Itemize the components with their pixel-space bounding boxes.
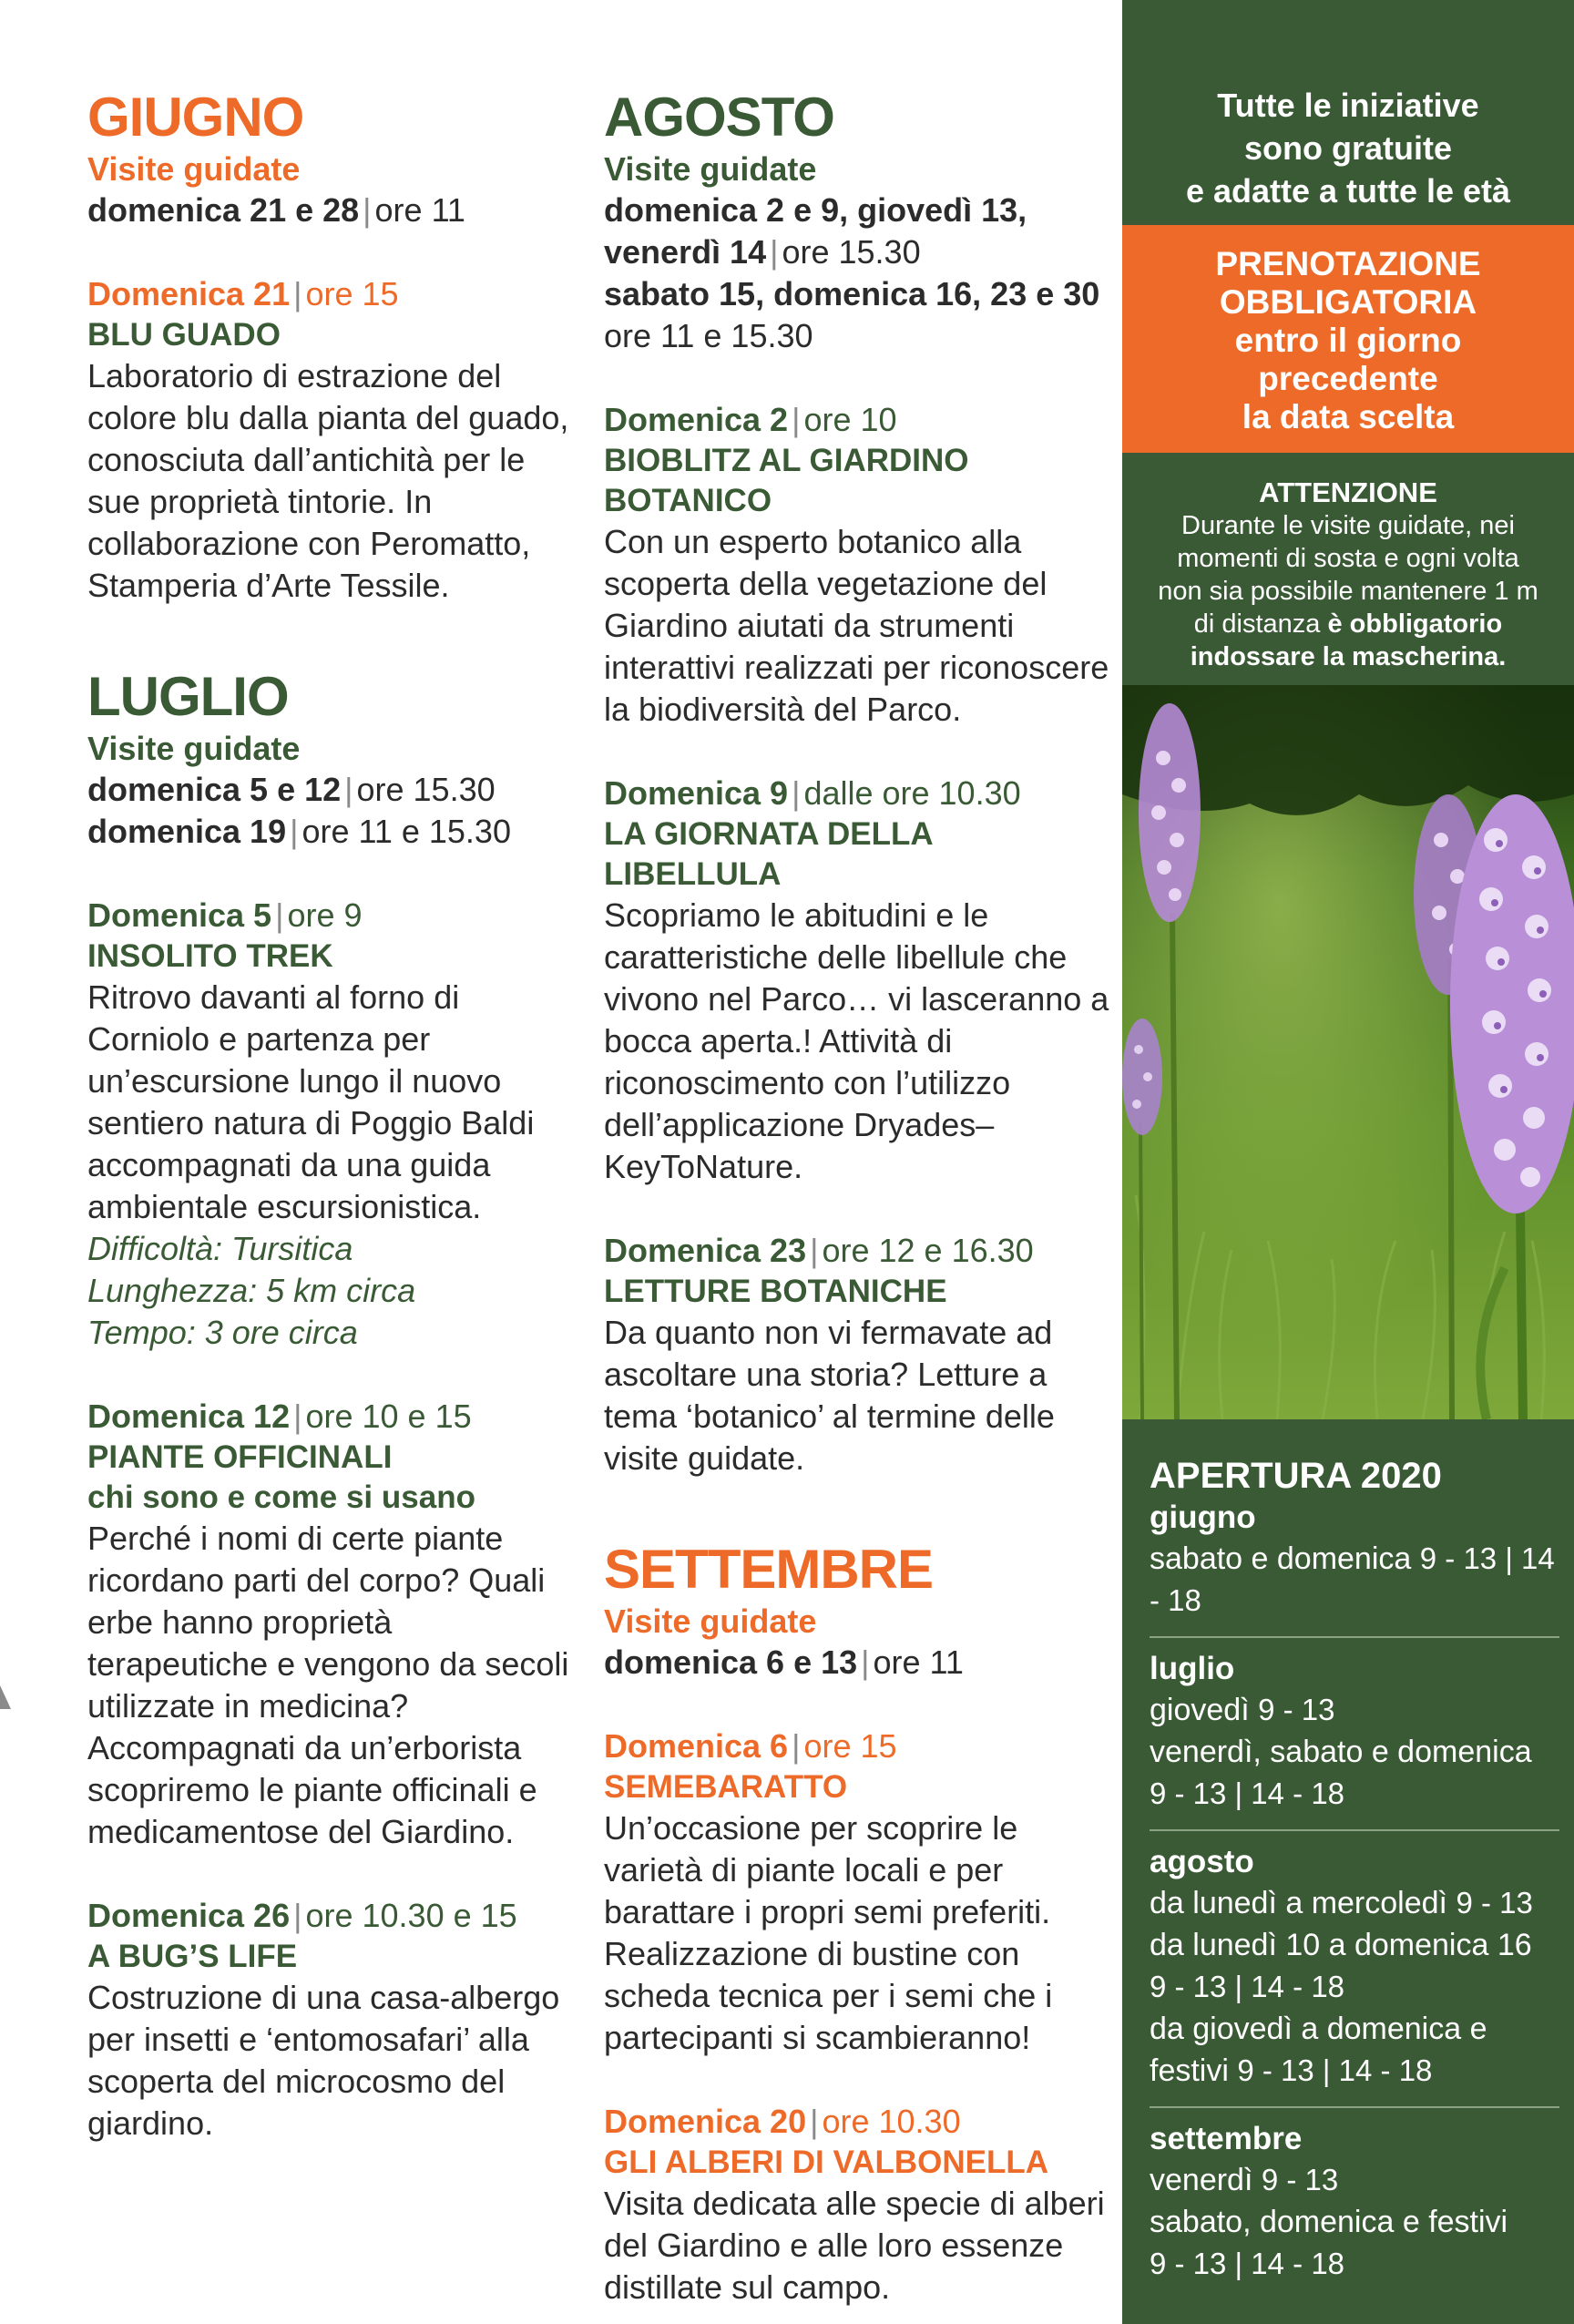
event-note: Lunghezza: 5 km circa [87, 1272, 416, 1309]
section-luglio [87, 667, 579, 2145]
event-title: LETTURE BOTANICHE [604, 1274, 947, 1309]
schedule-line: venerdì 14 | ore 15.30 [604, 233, 921, 271]
event-date: Domenica 23 | ore 12 e 16.30 [604, 1232, 1034, 1269]
opening-month-block [1150, 1649, 1559, 1826]
warning-line: Durante le visite guidate, nei [1181, 511, 1515, 540]
column-left [87, 87, 579, 2145]
event-description: Costruzione di una casa-albergo per insetti e ‘entomosafari’ alla scoperta del microcosmo del giardino. [87, 1979, 560, 2142]
booking-line: precedente [1258, 360, 1438, 397]
event-note: Tempo: 3 ore circa [87, 1314, 358, 1351]
event-description: Scopriamo le abitudini e le caratteristiche delle libellule che vivono nel Parco… vi lasceranno a bocca aperta.! Attività di riconoscimento con l’utilizzo dell’applicazione Dryades–KeyToNature. [604, 896, 1109, 1185]
section-agosto [604, 87, 1114, 1479]
opening-month: agosto [1150, 1844, 1254, 1879]
event-title: PIANTE OFFICINALI [87, 1439, 393, 1475]
event-date: Domenica 20 | ore 10.30 [604, 2103, 961, 2140]
event-title: GLI ALBERI DI VALBONELLA [604, 2145, 1049, 2180]
event-date: Domenica 26 | ore 10.30 e 15 [87, 1897, 517, 1934]
opening-line: sabato, domenica e festivi [1150, 2205, 1508, 2239]
event-title: SEMEBARATTO [604, 1769, 848, 1805]
event [87, 895, 579, 1354]
section-subtitle: Visite guidate [604, 1602, 817, 1640]
event-title: INSOLITO TREK [87, 938, 333, 974]
fold-mark-icon [0, 1684, 18, 1711]
month-heading: LUGLIO [87, 666, 289, 727]
booking-line: OBBLIGATORIA [1219, 283, 1477, 321]
booking-line: PRENOTAZIONE [1215, 245, 1481, 282]
event-description: Un’occasione per scoprire le varietà di piante locali e per barattare i propri semi preferiti. Realizzazione di bustine con scheda tecnica per i semi che i partecipanti si scambieranno! [604, 1809, 1053, 2056]
month-heading: SETTEMBRE [604, 1539, 934, 1600]
event [604, 2101, 1114, 2309]
event [604, 399, 1114, 731]
divider [1150, 2106, 1559, 2108]
booking-notice [1122, 225, 1574, 453]
opening-line: 9 - 13 | 14 - 18 [1150, 1970, 1345, 2003]
divider [1150, 1829, 1559, 1831]
intro-line: e adatte a tutte le età [1185, 172, 1511, 210]
schedule-line: domenica 2 e 9, giovedì 13, [604, 191, 1027, 229]
opening-line: da lunedì 10 a domenica 16 [1150, 1928, 1532, 1962]
schedule-line: sabato 15, domenica 16, 23 e 30 [604, 275, 1100, 312]
opening-line: sabato e domenica 9 - 13 | 14 - 18 [1150, 1541, 1555, 1617]
opening-line: venerdì, sabato e domenica [1150, 1735, 1532, 1769]
event-description: Perché i nomi di certe piante ricordano parti del corpo? Quali erbe hanno proprietà terapeutiche e vengono da secoli utilizzate in medicina? Accompagnati da un’erborista scopriremo le piante officinali e medicamentose del Giardino. [87, 1520, 569, 1850]
schedule-line: ore 11 e 15.30 [604, 317, 813, 354]
event [604, 1725, 1114, 2059]
event-date: Domenica 2 | ore 10 [604, 401, 897, 438]
event-description: Con un esperto botanico alla scoperta della vegetazione del Giardino aiutati da strumenti interattivi realizzati per riconoscere la biodiversità del Parco. [604, 523, 1109, 728]
event [87, 1396, 579, 1853]
section-subtitle: Visite guidate [87, 730, 301, 767]
event-title: BLU GUADO [87, 317, 281, 353]
month-heading: GIUGNO [87, 87, 304, 148]
event-description: Laboratorio di estrazione del colore blu dalla pianta del guado, conosciuta dall’antichità per le sue proprietà tintorie. In collaborazione con Peromatto, Stamperia d’Arte Tessile. [87, 357, 569, 604]
warning-line: indossare la mascherina. [1190, 642, 1507, 671]
opening-line: giovedì 9 - 13 [1150, 1693, 1335, 1727]
event-date: Domenica 6 | ore 15 [604, 1727, 897, 1765]
opening-line: da lunedì a mercoledì 9 - 13 [1150, 1886, 1533, 1920]
event-subtitle: chi sono e come si usano [87, 1479, 475, 1515]
opening-line: venerdì 9 - 13 [1150, 2163, 1339, 2197]
event-description: Da quanto non vi fermavate ad ascoltare una storia? Letture a tema ‘botanico’ al termine delle visite guidate. [604, 1314, 1055, 1477]
opening-line: 9 - 13 | 14 - 18 [1150, 1776, 1345, 1810]
opening-line: 9 - 13 | 14 - 18 [1150, 2247, 1345, 2280]
schedule-line: domenica 19 | ore 11 e 15.30 [87, 813, 511, 850]
intro-text [1122, 0, 1574, 212]
schedule-line: domenica 5 e 12 | ore 15.30 [87, 771, 496, 808]
section-subtitle: Visite guidate [87, 150, 301, 188]
warning-line: momenti di sosta e ogni volta [1177, 544, 1519, 573]
event [87, 1895, 579, 2145]
event [604, 773, 1114, 1188]
booking-line: entro il giorno [1234, 322, 1462, 359]
section-subtitle: Visite guidate [604, 150, 817, 188]
schedule-line: domenica 6 e 13 | ore 11 [604, 1643, 964, 1681]
warning-title: ATTENZIONE [1259, 476, 1437, 508]
event-date: Domenica 21 | ore 15 [87, 275, 399, 312]
section-giugno [87, 87, 579, 607]
event-description: Visita dedicata alle specie di alberi del Giardino e alle loro essenze distillate sul campo. [604, 2185, 1105, 2306]
opening-month: settembre [1150, 2121, 1303, 2156]
event-description: Ritrovo davanti al forno di Corniolo e partenza per un’escursione lungo il nuovo sentiero natura di Poggio Baldi accompagnati da una guida ambientale escursionistica. [87, 978, 535, 1225]
intro-line: Tutte le iniziative [1217, 87, 1479, 124]
event [87, 273, 579, 607]
event-date: Domenica 5 | ore 9 [87, 896, 363, 934]
warning-line: non sia possibile mantenere 1 m [1158, 577, 1538, 606]
event-title: LA GIORNATA DELLA LIBELLULA [604, 816, 933, 892]
event-date: Domenica 9 | dalle ore 10.30 [604, 774, 1021, 812]
intro-line: sono gratuite [1243, 129, 1452, 167]
orchid-photo [1122, 685, 1574, 1419]
event-date: Domenica 12 | ore 10 e 15 [87, 1397, 472, 1435]
opening-hours [1150, 1454, 1559, 2296]
opening-line: da giovedì a domenica e [1150, 2012, 1487, 2046]
opening-month-block [1150, 1498, 1559, 1633]
opening-month: giugno [1150, 1500, 1256, 1535]
opening-month-block [1150, 1842, 1559, 2103]
divider [1150, 1636, 1559, 1638]
booking-line: la data scelta [1242, 398, 1455, 435]
section-settembre [604, 1540, 1114, 2309]
event-title: BIOBLITZ AL GIARDINO BOTANICO [604, 443, 969, 518]
event-title: A BUG’S LIFE [87, 1939, 298, 1974]
column-middle [604, 87, 1114, 2309]
opening-line: festivi 9 - 13 | 14 - 18 [1150, 2053, 1433, 2088]
warning-box [1122, 453, 1574, 673]
schedule-line: domenica 21 e 28 | ore 11 [87, 191, 465, 229]
opening-month: luglio [1150, 1651, 1235, 1686]
opening-month-block [1150, 2119, 1559, 2296]
event [604, 1230, 1114, 1479]
opening-title: APERTURA 2020 [1150, 1456, 1442, 1496]
sidebar [1122, 0, 1574, 2324]
warning-line: di distanza è obbligatorio [1193, 609, 1503, 639]
event-note: Difficoltà: Tursitica [87, 1230, 353, 1267]
month-heading: AGOSTO [604, 87, 834, 148]
